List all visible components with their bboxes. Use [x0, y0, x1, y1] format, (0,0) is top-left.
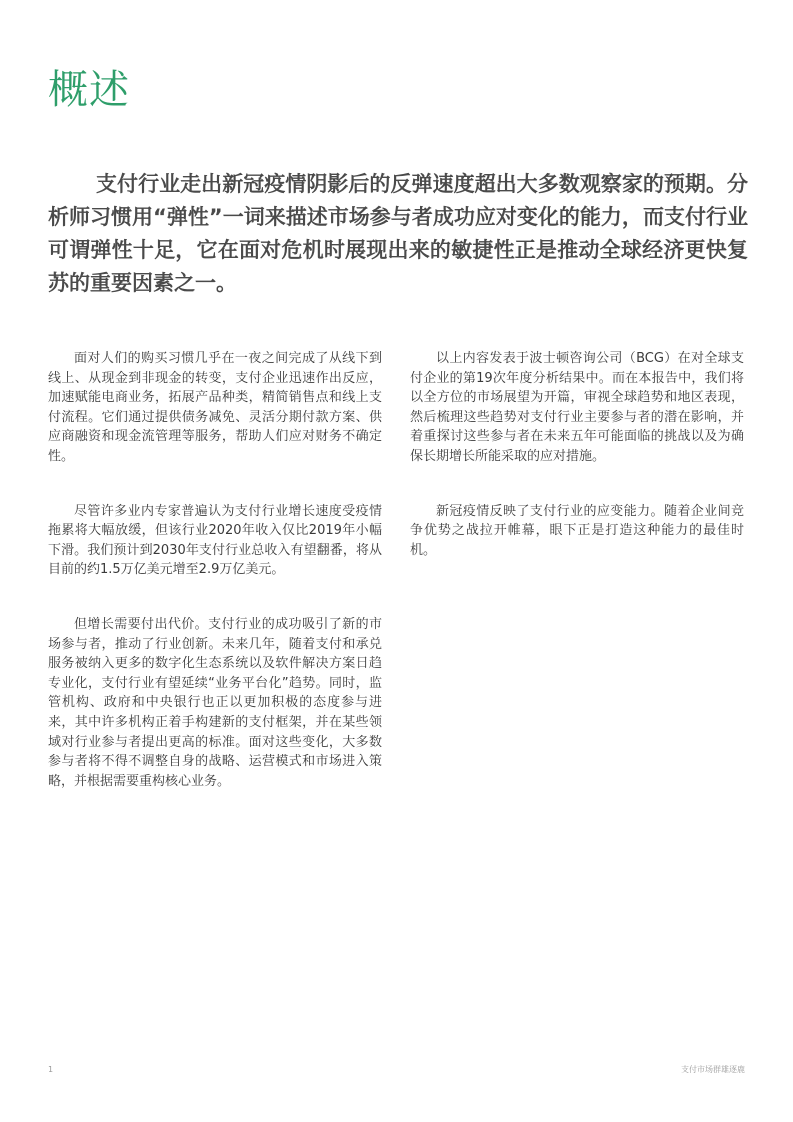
lead-paragraph: 支付行业走出新冠疫情阴影后的反弹速度超出大多数观察家的预期。分析师习惯用“弹性”一词来描述市场参与者成功应对变化的能力，而支付行业可谓弹性十足，它在面对危机时展现出来的敏捷性正是推动全球经济更快复苏的重要因素之一。	[48, 172, 748, 295]
page-title: 概述	[48, 67, 130, 113]
body-paragraph: 面对人们的购买习惯几乎在一夜之间完成了从线下到线上、从现金到非现金的转变，支付企业迅速作出反应，加速赋能电商业务，拓展产品种类，精简销售点和线上支付流程。它们通过提供债务减免、灵活分期付款方案、供应商融资和现金流管理等服务，帮助人们应对财务不确定性。	[48, 351, 382, 464]
footer-report-title: 支付市场群雄逐鹿	[681, 1065, 745, 1074]
body-paragraph: 但增长需要付出代价。支付行业的成功吸引了新的市场参与者，推动了行业创新。未来几年，随着支付和承兑服务被纳入更多的数字化生态系统以及软件解决方案日趋专业化，支付行业有望延续“业务平台化”趋势。同时，监管机构、政府和中央银行也正以更加积极的态度参与进来，其中许多机构正着手构建新的支付框架，并在某些领域对行业参与者提出更高的标准。面对这些变化，大多数参与者将不得不调整自身的战略、运营模式和市场进入策略，并根据需要重构核心业务。	[48, 616, 382, 789]
body-paragraph: 新冠疫情反映了支付行业的应变能力。随着企业间竞争优势之战拉开帷幕，眼下正是打造这种能力的最佳时机。	[410, 503, 744, 558]
body-paragraph: 尽管许多业内专家普遍认为支付行业增长速度受疫情拖累将大幅放缓，但该行业2020年收入仅比2019年小幅下滑。我们预计到2030年支付行业总收入有望翻番，将从目前的约1.5万亿美元增至2.9万亿美元。	[48, 503, 382, 578]
body-paragraph: 以上内容发表于波士顿咨询公司（BCG）在对全球支付企业的第19次年度分析结果中。而在本报告中，我们将以全方位的市场展望为开篇，审视全球趋势和地区表现，然后梳理这些趋势对支付行业主要参与者的潜在影响，并着重探讨这些参与者在未来五年可能面临的挑战以及为确保长期增长所能采取的应对措施。	[410, 351, 744, 464]
right-column	[410, 349, 744, 595]
left-column	[48, 349, 382, 826]
page-number: 1	[48, 1065, 54, 1074]
